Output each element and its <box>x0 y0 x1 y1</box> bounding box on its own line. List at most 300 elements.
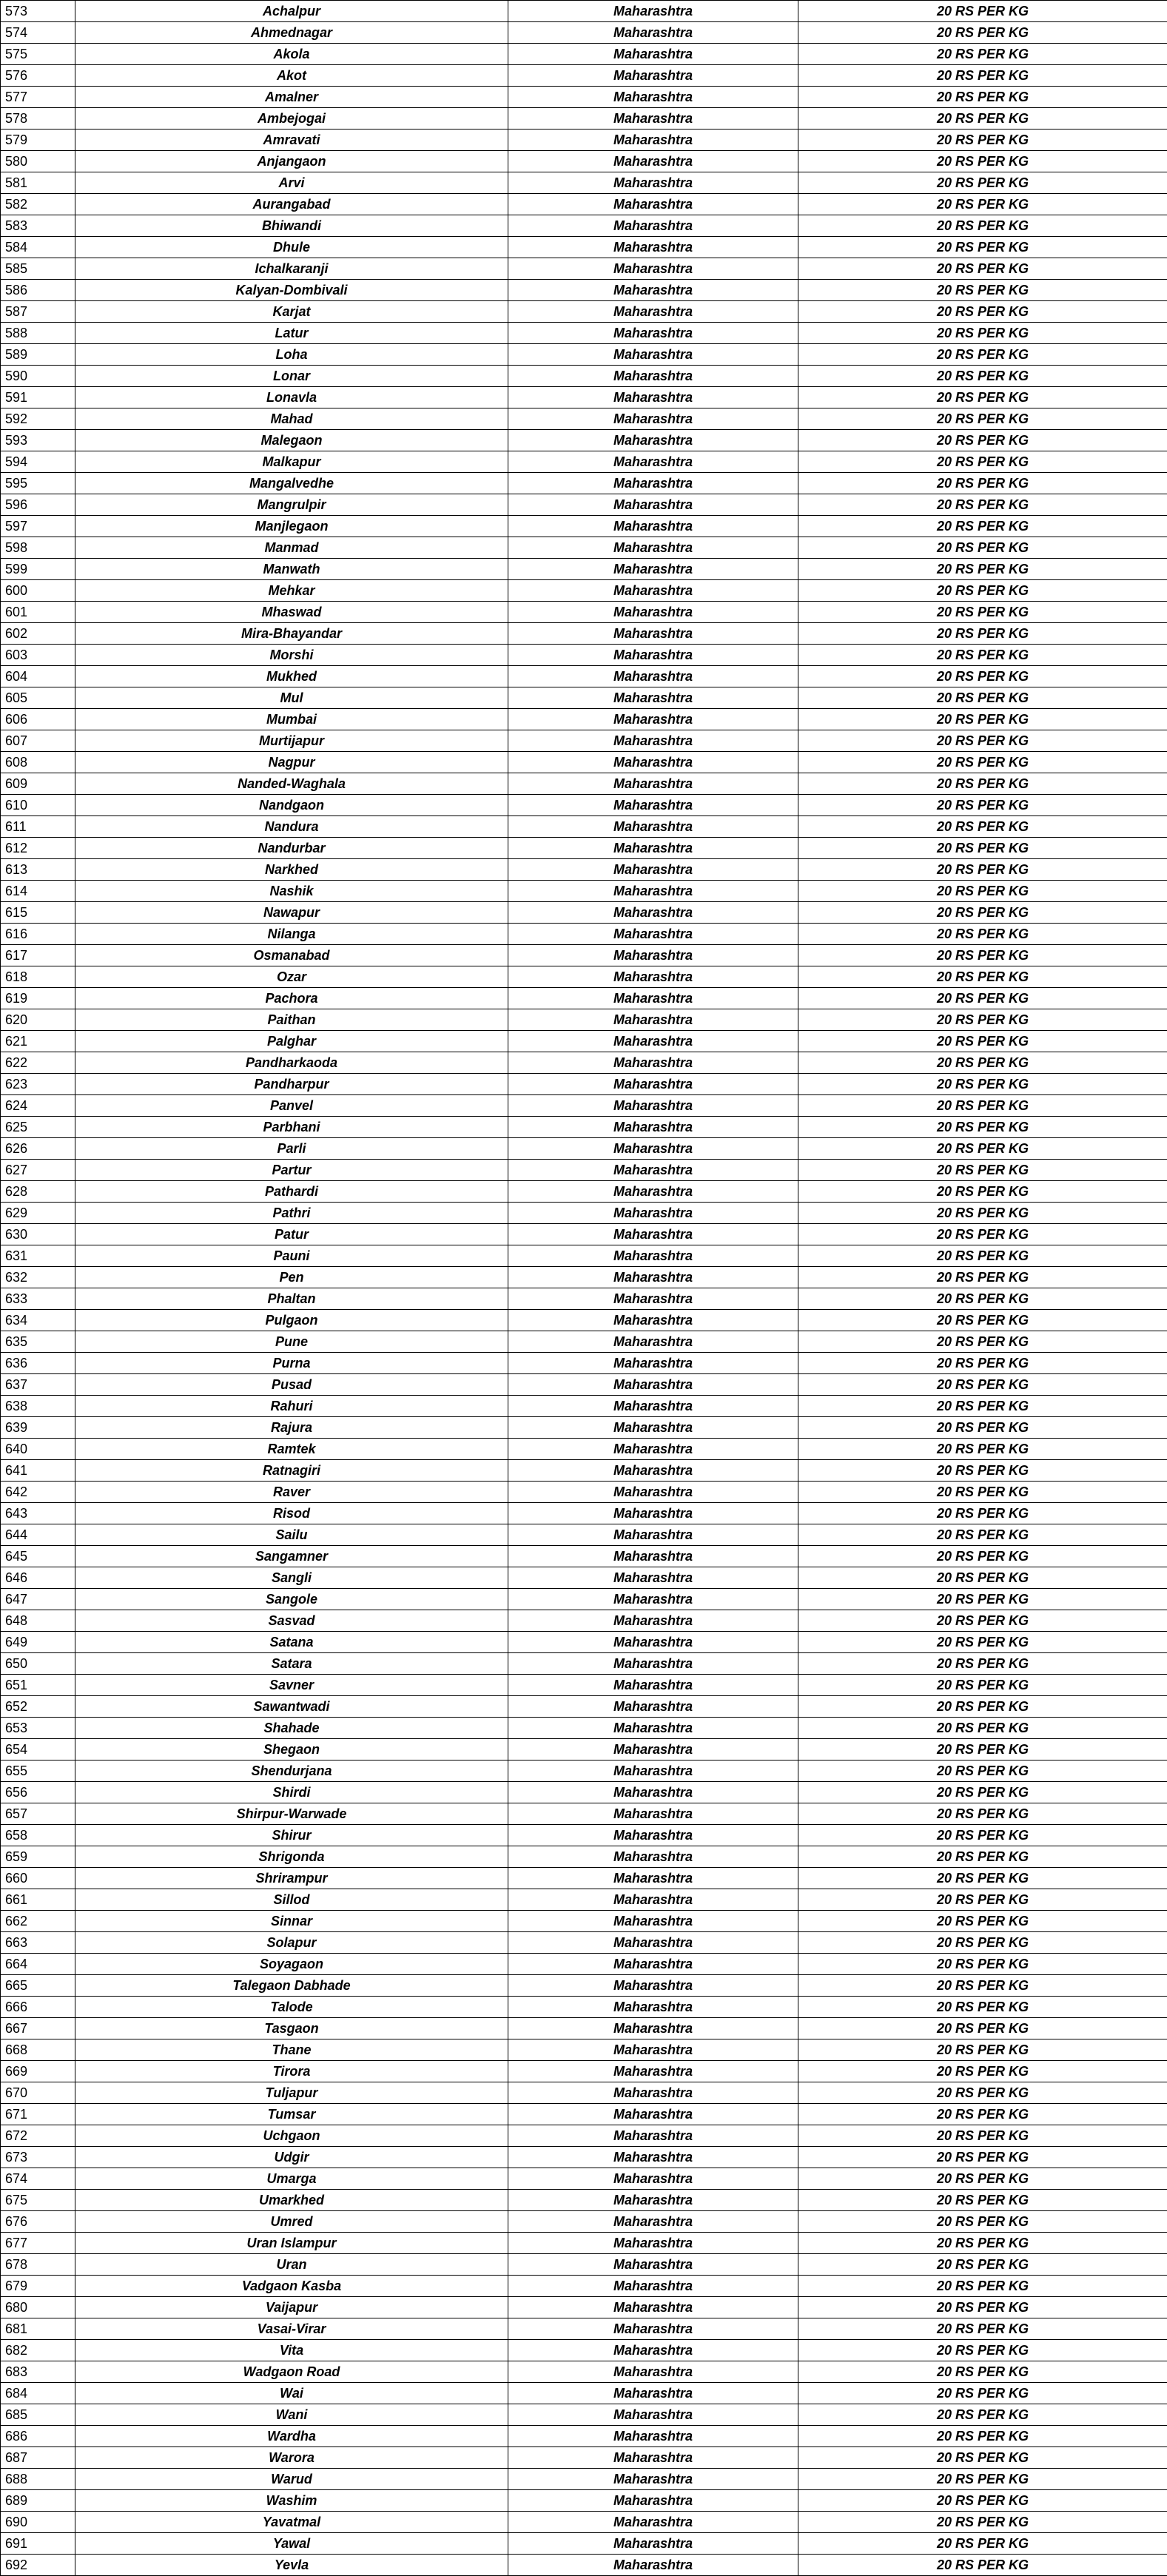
rate-value: 20 RS PER KG <box>798 1052 1167 1074</box>
table-row <box>1 2361 1167 2383</box>
row-number: 581 <box>1 172 75 194</box>
rate-value: 20 RS PER KG <box>798 1353 1167 1374</box>
city-name: Manwath <box>75 559 508 580</box>
rate-value: 20 RS PER KG <box>798 2426 1167 2447</box>
city-name: Mira-Bhayandar <box>75 623 508 645</box>
rate-value: 20 RS PER KG <box>798 1331 1167 1353</box>
table-row <box>1 65 1167 87</box>
rate-value: 20 RS PER KG <box>798 1675 1167 1696</box>
rate-value: 20 RS PER KG <box>798 1181 1167 1203</box>
city-name: Nilanga <box>75 924 508 945</box>
state-name: Maharashtra <box>508 1009 798 1031</box>
rate-value: 20 RS PER KG <box>798 1546 1167 1567</box>
state-name: Maharashtra <box>508 1417 798 1439</box>
row-number: 687 <box>1 2447 75 2469</box>
table-row <box>1 2082 1167 2104</box>
city-name: Manjlegaon <box>75 516 508 537</box>
table-row <box>1 366 1167 387</box>
rate-value: 20 RS PER KG <box>798 1310 1167 1331</box>
rate-value: 20 RS PER KG <box>798 709 1167 730</box>
table-row <box>1 666 1167 687</box>
table-row <box>1 2404 1167 2426</box>
state-name: Maharashtra <box>508 902 798 924</box>
table-row <box>1 1310 1167 1331</box>
row-number: 597 <box>1 516 75 537</box>
table-row <box>1 451 1167 473</box>
city-name: Purna <box>75 1353 508 1374</box>
rate-value: 20 RS PER KG <box>798 1224 1167 1245</box>
table-row <box>1 1997 1167 2018</box>
city-name: Tumsar <box>75 2104 508 2125</box>
table-row <box>1 795 1167 816</box>
city-name: Sinnar <box>75 1911 508 1932</box>
state-name: Maharashtra <box>508 1846 798 1868</box>
city-name: Lonavla <box>75 387 508 408</box>
city-name: Rahuri <box>75 1396 508 1417</box>
table-row <box>1 1009 1167 1031</box>
city-name: Amravati <box>75 130 508 151</box>
table-row <box>1 1095 1167 1117</box>
state-name: Maharashtra <box>508 1310 798 1331</box>
state-name: Maharashtra <box>508 623 798 645</box>
table-row <box>1 22 1167 44</box>
city-name: Murtijapur <box>75 730 508 752</box>
state-name: Maharashtra <box>508 1331 798 1353</box>
state-name: Maharashtra <box>508 559 798 580</box>
state-name: Maharashtra <box>508 451 798 473</box>
row-number: 663 <box>1 1932 75 1954</box>
row-number: 627 <box>1 1160 75 1181</box>
state-name: Maharashtra <box>508 215 798 237</box>
state-name: Maharashtra <box>508 65 798 87</box>
rate-value: 20 RS PER KG <box>798 945 1167 966</box>
state-name: Maharashtra <box>508 2147 798 2168</box>
rate-value: 20 RS PER KG <box>798 130 1167 151</box>
state-name: Maharashtra <box>508 1203 798 1224</box>
city-name: Wadgaon Road <box>75 2361 508 2383</box>
state-name: Maharashtra <box>508 1825 798 1846</box>
state-name: Maharashtra <box>508 1095 798 1117</box>
table-row <box>1 2061 1167 2082</box>
table-row <box>1 881 1167 902</box>
state-name: Maharashtra <box>508 1160 798 1181</box>
city-name: Ichalkaranji <box>75 258 508 280</box>
city-name: Uchgaon <box>75 2125 508 2147</box>
table-row <box>1 1181 1167 1203</box>
row-number: 668 <box>1 2039 75 2061</box>
state-name: Maharashtra <box>508 2447 798 2469</box>
table-row <box>1 1954 1167 1975</box>
city-name: Parbhani <box>75 1117 508 1138</box>
city-name: Panvel <box>75 1095 508 1117</box>
state-name: Maharashtra <box>508 2490 798 2512</box>
table-row <box>1 1932 1167 1954</box>
city-name: Phaltan <box>75 1288 508 1310</box>
rate-value: 20 RS PER KG <box>798 1868 1167 1889</box>
table-row <box>1 2039 1167 2061</box>
table-row <box>1 645 1167 666</box>
rate-value: 20 RS PER KG <box>798 1825 1167 1846</box>
city-name: Nanded-Waghala <box>75 773 508 795</box>
state-name: Maharashtra <box>508 108 798 130</box>
row-number: 625 <box>1 1117 75 1138</box>
row-number: 637 <box>1 1374 75 1396</box>
state-name: Maharashtra <box>508 2512 798 2533</box>
rate-value: 20 RS PER KG <box>798 1803 1167 1825</box>
table-row <box>1 730 1167 752</box>
row-number: 634 <box>1 1310 75 1331</box>
table-row <box>1 1632 1167 1653</box>
rate-value: 20 RS PER KG <box>798 795 1167 816</box>
rate-value: 20 RS PER KG <box>798 2404 1167 2426</box>
city-name: Shegaon <box>75 1739 508 1761</box>
table-row <box>1 1653 1167 1675</box>
row-number: 666 <box>1 1997 75 2018</box>
city-name: Shahade <box>75 1718 508 1739</box>
table-row <box>1 602 1167 623</box>
city-name: Shrigonda <box>75 1846 508 1868</box>
table-row <box>1 1245 1167 1267</box>
city-name: Tirora <box>75 2061 508 2082</box>
city-name: Solapur <box>75 1932 508 1954</box>
state-name: Maharashtra <box>508 1074 798 1095</box>
city-name: Pune <box>75 1331 508 1353</box>
table-row <box>1 2190 1167 2211</box>
row-number: 603 <box>1 645 75 666</box>
state-name: Maharashtra <box>508 22 798 44</box>
state-name: Maharashtra <box>508 1482 798 1503</box>
table-row <box>1 1718 1167 1739</box>
state-name: Maharashtra <box>508 2061 798 2082</box>
state-name: Maharashtra <box>508 2276 798 2297</box>
row-number: 615 <box>1 902 75 924</box>
table-row <box>1 108 1167 130</box>
state-name: Maharashtra <box>508 1503 798 1524</box>
rate-value: 20 RS PER KG <box>798 2276 1167 2297</box>
rate-value: 20 RS PER KG <box>798 1095 1167 1117</box>
rate-value: 20 RS PER KG <box>798 537 1167 559</box>
city-name: Shirur <box>75 1825 508 1846</box>
row-number: 655 <box>1 1761 75 1782</box>
rate-value: 20 RS PER KG <box>798 44 1167 65</box>
table-row <box>1 2276 1167 2297</box>
row-number: 583 <box>1 215 75 237</box>
row-number: 690 <box>1 2512 75 2533</box>
row-number: 651 <box>1 1675 75 1696</box>
state-name: Maharashtra <box>508 645 798 666</box>
rate-value: 20 RS PER KG <box>798 2147 1167 2168</box>
row-number: 641 <box>1 1460 75 1482</box>
row-number: 584 <box>1 237 75 258</box>
state-name: Maharashtra <box>508 1117 798 1138</box>
rate-value: 20 RS PER KG <box>798 516 1167 537</box>
city-name: Pandharpur <box>75 1074 508 1095</box>
city-name: Achalpur <box>75 1 508 22</box>
row-number: 612 <box>1 838 75 859</box>
row-number: 649 <box>1 1632 75 1653</box>
state-name: Maharashtra <box>508 2125 798 2147</box>
state-name: Maharashtra <box>508 516 798 537</box>
city-name: Mahad <box>75 408 508 430</box>
table-row <box>1 516 1167 537</box>
city-name: Dhule <box>75 237 508 258</box>
row-number: 606 <box>1 709 75 730</box>
city-name: Sawantwadi <box>75 1696 508 1718</box>
table-row <box>1 559 1167 580</box>
table-row <box>1 838 1167 859</box>
table-row <box>1 1546 1167 1567</box>
state-name: Maharashtra <box>508 1932 798 1954</box>
row-number: 645 <box>1 1546 75 1567</box>
city-name: Washim <box>75 2490 508 2512</box>
row-number: 678 <box>1 2254 75 2276</box>
row-number: 684 <box>1 2383 75 2404</box>
row-number: 643 <box>1 1503 75 1524</box>
table-row <box>1 1396 1167 1417</box>
state-name: Maharashtra <box>508 1181 798 1203</box>
rate-value: 20 RS PER KG <box>798 1160 1167 1181</box>
row-number: 664 <box>1 1954 75 1975</box>
row-number: 626 <box>1 1138 75 1160</box>
state-name: Maharashtra <box>508 1439 798 1460</box>
city-name: Yawal <box>75 2533 508 2555</box>
table-row <box>1 1267 1167 1288</box>
state-name: Maharashtra <box>508 1610 798 1632</box>
row-number: 608 <box>1 752 75 773</box>
city-name: Manmad <box>75 537 508 559</box>
row-number: 658 <box>1 1825 75 1846</box>
table-row <box>1 1160 1167 1181</box>
state-name: Maharashtra <box>508 966 798 988</box>
city-name: Uran Islampur <box>75 2233 508 2254</box>
table-row <box>1 816 1167 838</box>
state-name: Maharashtra <box>508 2383 798 2404</box>
rate-value: 20 RS PER KG <box>798 1267 1167 1288</box>
row-number: 676 <box>1 2211 75 2233</box>
state-name: Maharashtra <box>508 1224 798 1245</box>
row-number: 578 <box>1 108 75 130</box>
state-name: Maharashtra <box>508 580 798 602</box>
rate-value: 20 RS PER KG <box>798 2039 1167 2061</box>
table-row <box>1 1 1167 22</box>
row-number: 654 <box>1 1739 75 1761</box>
row-number: 623 <box>1 1074 75 1095</box>
rate-value: 20 RS PER KG <box>798 387 1167 408</box>
state-name: Maharashtra <box>508 1052 798 1074</box>
row-number: 605 <box>1 687 75 709</box>
city-name: Anjangaon <box>75 151 508 172</box>
row-number: 630 <box>1 1224 75 1245</box>
table-row <box>1 966 1167 988</box>
city-name: Sasvad <box>75 1610 508 1632</box>
table-row <box>1 2447 1167 2469</box>
city-name: Morshi <box>75 645 508 666</box>
state-name: Maharashtra <box>508 1267 798 1288</box>
row-number: 604 <box>1 666 75 687</box>
table-row <box>1 537 1167 559</box>
row-number: 671 <box>1 2104 75 2125</box>
city-name: Latur <box>75 323 508 344</box>
table-row <box>1 2018 1167 2039</box>
rate-value: 20 RS PER KG <box>798 1567 1167 1589</box>
state-name: Maharashtra <box>508 366 798 387</box>
row-number: 672 <box>1 2125 75 2147</box>
city-name: Thane <box>75 2039 508 2061</box>
rate-value: 20 RS PER KG <box>798 2361 1167 2383</box>
rate-value: 20 RS PER KG <box>798 2254 1167 2276</box>
city-name: Lonar <box>75 366 508 387</box>
state-name: Maharashtra <box>508 494 798 516</box>
table-row <box>1 2555 1167 2576</box>
city-name: Mukhed <box>75 666 508 687</box>
rate-value: 20 RS PER KG <box>798 1761 1167 1782</box>
rate-value: 20 RS PER KG <box>798 1417 1167 1439</box>
state-name: Maharashtra <box>508 687 798 709</box>
row-number: 679 <box>1 2276 75 2297</box>
table-row <box>1 1138 1167 1160</box>
city-name: Yavatmal <box>75 2512 508 2533</box>
table-row <box>1 924 1167 945</box>
rate-value: 20 RS PER KG <box>798 22 1167 44</box>
city-name: Pusad <box>75 1374 508 1396</box>
rate-value: 20 RS PER KG <box>798 2125 1167 2147</box>
state-name: Maharashtra <box>508 1546 798 1567</box>
state-name: Maharashtra <box>508 1 798 22</box>
table-row <box>1 1074 1167 1095</box>
rate-value: 20 RS PER KG <box>798 838 1167 859</box>
state-name: Maharashtra <box>508 2555 798 2576</box>
rate-value: 20 RS PER KG <box>798 2318 1167 2340</box>
city-name: Vita <box>75 2340 508 2361</box>
state-name: Maharashtra <box>508 1954 798 1975</box>
rate-value: 20 RS PER KG <box>798 730 1167 752</box>
state-name: Maharashtra <box>508 1696 798 1718</box>
table-row <box>1 1052 1167 1074</box>
table-row <box>1 2512 1167 2533</box>
rate-value: 20 RS PER KG <box>798 1846 1167 1868</box>
state-name: Maharashtra <box>508 237 798 258</box>
rate-value: 20 RS PER KG <box>798 2340 1167 2361</box>
city-name: Akot <box>75 65 508 87</box>
state-name: Maharashtra <box>508 709 798 730</box>
table-row <box>1 1589 1167 1610</box>
state-name: Maharashtra <box>508 666 798 687</box>
table-row <box>1 473 1167 494</box>
rate-value: 20 RS PER KG <box>798 666 1167 687</box>
state-name: Maharashtra <box>508 2426 798 2447</box>
rate-value: 20 RS PER KG <box>798 2061 1167 2082</box>
row-number: 579 <box>1 130 75 151</box>
table-row <box>1 172 1167 194</box>
table-row <box>1 1675 1167 1696</box>
table-row <box>1 2125 1167 2147</box>
rate-value: 20 RS PER KG <box>798 237 1167 258</box>
rate-value: 20 RS PER KG <box>798 580 1167 602</box>
table-row <box>1 1224 1167 1245</box>
row-number: 653 <box>1 1718 75 1739</box>
city-name: Sangli <box>75 1567 508 1589</box>
rate-value: 20 RS PER KG <box>798 988 1167 1009</box>
city-name: Wani <box>75 2404 508 2426</box>
state-name: Maharashtra <box>508 323 798 344</box>
row-number: 619 <box>1 988 75 1009</box>
table-row <box>1 1117 1167 1138</box>
table-row <box>1 2233 1167 2254</box>
rate-value: 20 RS PER KG <box>798 1782 1167 1803</box>
state-name: Maharashtra <box>508 773 798 795</box>
row-number: 638 <box>1 1396 75 1417</box>
city-name: Osmanabad <box>75 945 508 966</box>
table-row <box>1 2490 1167 2512</box>
table-row <box>1 2254 1167 2276</box>
rate-value: 20 RS PER KG <box>798 494 1167 516</box>
rate-value: 20 RS PER KG <box>798 687 1167 709</box>
row-number: 620 <box>1 1009 75 1031</box>
state-name: Maharashtra <box>508 1889 798 1911</box>
state-name: Maharashtra <box>508 2233 798 2254</box>
row-number: 647 <box>1 1589 75 1610</box>
row-number: 624 <box>1 1095 75 1117</box>
row-number: 628 <box>1 1181 75 1203</box>
state-name: Maharashtra <box>508 1374 798 1396</box>
table-row <box>1 1203 1167 1224</box>
city-name: Nashik <box>75 881 508 902</box>
state-name: Maharashtra <box>508 1245 798 1267</box>
row-number: 599 <box>1 559 75 580</box>
row-number: 574 <box>1 22 75 44</box>
rate-value: 20 RS PER KG <box>798 1009 1167 1031</box>
city-name: Nawapur <box>75 902 508 924</box>
state-name: Maharashtra <box>508 194 798 215</box>
state-name: Maharashtra <box>508 258 798 280</box>
rate-value: 20 RS PER KG <box>798 924 1167 945</box>
table-row <box>1 258 1167 280</box>
table-row <box>1 2469 1167 2490</box>
rate-value: 20 RS PER KG <box>798 602 1167 623</box>
table-row <box>1 623 1167 645</box>
row-number: 601 <box>1 602 75 623</box>
row-number: 646 <box>1 1567 75 1589</box>
state-name: Maharashtra <box>508 602 798 623</box>
row-number: 692 <box>1 2555 75 2576</box>
rate-value: 20 RS PER KG <box>798 773 1167 795</box>
table-row <box>1 580 1167 602</box>
rate-value: 20 RS PER KG <box>798 258 1167 280</box>
rate-value: 20 RS PER KG <box>798 1589 1167 1610</box>
table-row <box>1 859 1167 881</box>
city-name: Risod <box>75 1503 508 1524</box>
rate-value: 20 RS PER KG <box>798 1889 1167 1911</box>
table-row <box>1 494 1167 516</box>
state-name: Maharashtra <box>508 1524 798 1546</box>
state-name: Maharashtra <box>508 2533 798 2555</box>
city-name: Bhiwandi <box>75 215 508 237</box>
table-row <box>1 2426 1167 2447</box>
row-number: 632 <box>1 1267 75 1288</box>
rate-value: 20 RS PER KG <box>798 623 1167 645</box>
city-name: Satana <box>75 1632 508 1653</box>
table-row <box>1 1417 1167 1439</box>
row-number: 680 <box>1 2297 75 2318</box>
table-row <box>1 2104 1167 2125</box>
city-name: Savner <box>75 1675 508 1696</box>
table-row <box>1 1460 1167 1482</box>
table-row <box>1 2383 1167 2404</box>
state-name: Maharashtra <box>508 87 798 108</box>
table-row <box>1 1889 1167 1911</box>
city-name: Vadgaon Kasba <box>75 2276 508 2297</box>
rate-value: 20 RS PER KG <box>798 1 1167 22</box>
